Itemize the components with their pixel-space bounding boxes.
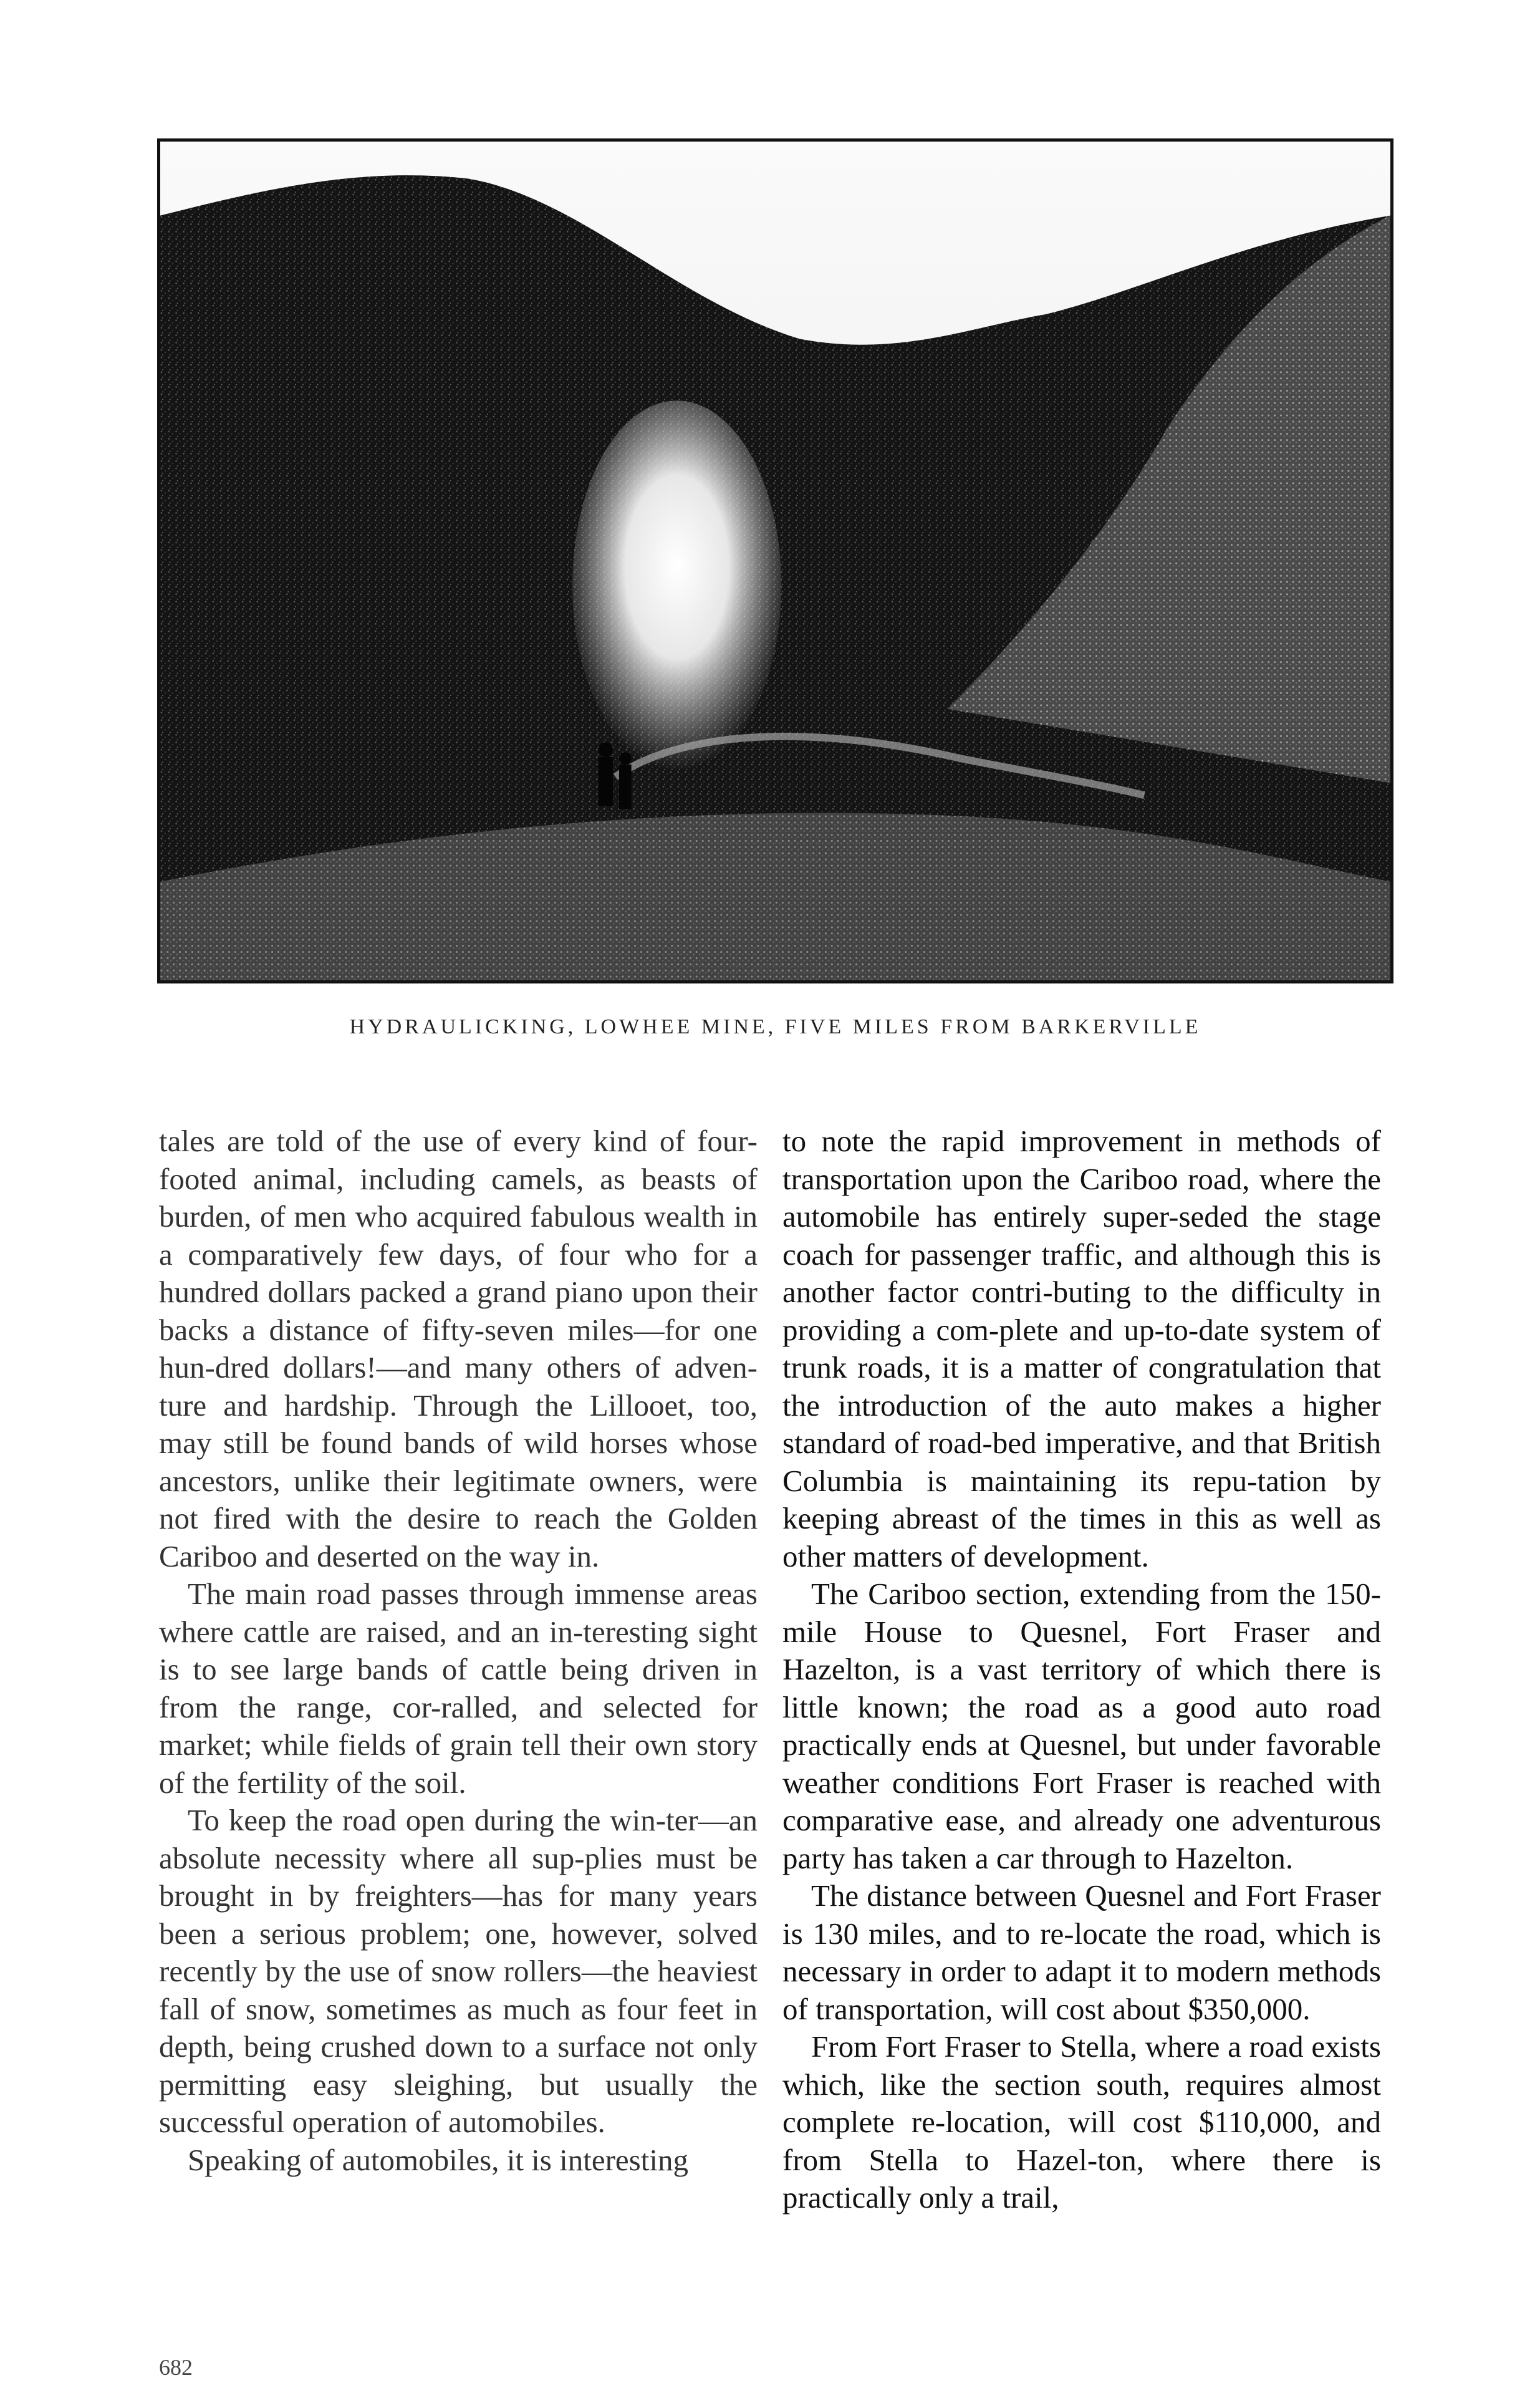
- left-paragraph-3: To keep the road open during the win-ter—an absolute necessity where all sup-plies must be brought in by freighters—has for many years been a serious problem; one, however, solved recently by the use of snow rollers—the heaviest fall of snow, sometimes as much as four feet in depth, being crushed down to a surface not only permitting easy sleighing, but usually the successful operation of automobiles.: [159, 1803, 758, 2139]
- mine-scene-illustration: [160, 142, 1390, 980]
- right-paragraph-3: The distance between Quesnel and Fort Fraser is 130 miles, and to re-locate the road, which is necessary in order to adapt it to modern methods of transportation, will cost about $350,000.: [782, 1878, 1381, 2026]
- left-paragraph-2: The main road passes through immense areas where cattle are raised, and an in-teresting sight is to see large bands of cattle being driven in from the range, cor-ralled, and selected for market; while fields of grain tell their own story of the fertility of the soil.: [159, 1577, 758, 1800]
- left-paragraph-4: Speaking of automobiles, it is interesting: [188, 2142, 688, 2177]
- left-text-column: [159, 1123, 758, 2179]
- water-jet-spray: [572, 400, 781, 770]
- right-text-column: [782, 1123, 1381, 2217]
- page-number: 682: [159, 2355, 193, 2380]
- right-paragraph-1: to note the rapid improvement in methods of transportation upon the Cariboo road, where the automobile has entirely super-seded the stage coach for passenger traffic, and although this is another factor contri-buting to the difficulty in providing a com-plete and up-to-date system of trunk roads, it is a matter of congratulation that the introduction of the auto makes a higher standard of road-bed imperative, and that British Columbia is maintaining its repu-tation by keeping abreast of the times in this as well as other matters of development.: [782, 1124, 1381, 1573]
- left-paragraph-1: tales are told of the use of every kind of four-footed animal, including camels, as beasts of burden, of men who acquired fabulous wealth in a comparatively few days, of four who for a hundred dollars packed a grand piano upon their backs a distance of fifty-seven miles—for one hun-dred dollars!—and many others of adven-ture and hardship. Through the Lillooet, too, may still be found bands of wild horses whose ancestors, unlike their legitimate owners, were not fired with the desire to reach the Golden Cariboo and deserted on the way in.: [159, 1124, 758, 1573]
- right-paragraph-2: The Cariboo section, extending from the 150-mile House to Quesnel, Fort Fraser and Hazelton, is a vast territory of which there is little known; the road as a good auto road practically ends at Quesnel, but under favorable weather conditions Fort Fraser is reached with comparative ease, and already one adventurous party has taken a car through to Hazelton.: [782, 1577, 1381, 1875]
- hydraulicking-photograph: [157, 138, 1393, 983]
- right-paragraph-4: From Fort Fraser to Stella, where a road exists which, like the section south, requires almost complete re-location, will cost $110,000, and from Stella to Hazel-ton, where there is practically only a trail,: [782, 2029, 1381, 2215]
- figure-caption: HYDRAULICKING, LOWHEE MINE, FIVE MILES FROM BARKERVILLE: [349, 1015, 1201, 1038]
